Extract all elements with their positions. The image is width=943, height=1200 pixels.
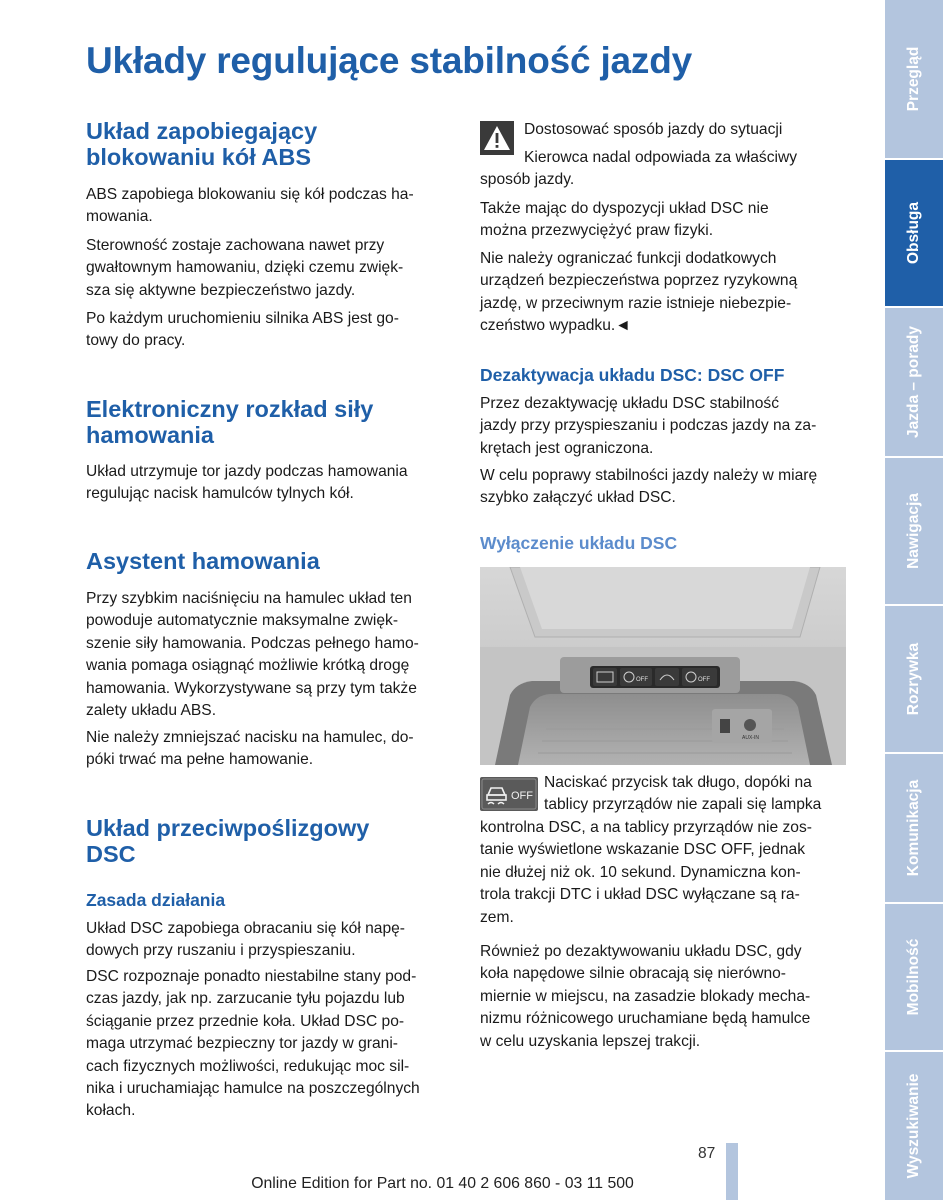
text-line: jazdę, w przeciwnym razie istnieje niebezpie- xyxy=(480,294,792,312)
text-line: powoduje automatycznie maksymalne zwięk- xyxy=(86,612,399,630)
brake-assist-paragraph-2 xyxy=(86,727,414,772)
tab-label: Rozrywka xyxy=(905,642,922,716)
warning-paragraph-2 xyxy=(480,198,769,243)
text-line: miernie w miejscu, na zasadzie blokady mecha- xyxy=(480,987,811,1005)
deactivation-paragraph-1 xyxy=(480,393,816,460)
text-line: wania pomaga osiągnąć możliwie krótką drogę xyxy=(86,657,410,675)
dsc-paragraph-2 xyxy=(86,966,420,1123)
ebd-heading-line: hamowania xyxy=(86,422,214,448)
tab-label: Mobilność xyxy=(905,938,922,1016)
tab-obsluga[interactable] xyxy=(885,160,943,308)
text-line: hamowania. Wykorzystywane są przy tym także xyxy=(86,679,417,697)
console-photo xyxy=(480,567,846,765)
press-paragraph-2 xyxy=(480,941,810,1053)
tab-label: Jazda – porady xyxy=(905,326,922,438)
text-line: nie dłużej niż ok. 10 sekund. Dynamiczna kon- xyxy=(480,863,801,881)
warning-title: Dostosować sposób jazdy do sytuacji xyxy=(524,121,783,138)
text-line: gwałtownym hamowaniu, dzięki czemu zwięk- xyxy=(86,259,404,277)
ebd-heading xyxy=(86,396,373,448)
text-line: sza się aktywne bezpieczeństwo jazdy. xyxy=(86,281,356,299)
tab-label: Obsługa xyxy=(905,201,922,265)
abs-heading xyxy=(86,118,317,170)
dsc-icon-label: OFF xyxy=(511,790,533,802)
footer-edition: Online Edition for Part no. 01 40 2 606 860 - 03 11 500 xyxy=(251,1175,634,1192)
text-line: Nie należy ograniczać funkcji dodatkowych xyxy=(480,250,777,267)
text-line: jazdy przy przyspieszaniu i podczas jazdy na za- xyxy=(480,417,817,435)
photo-button-off-2: OFF xyxy=(698,677,710,683)
warning-paragraph-1 xyxy=(480,147,797,192)
principle-heading: Zasada działania xyxy=(86,890,226,910)
text-line: czas jazdy, jak np. zarzucanie tyłu pojazdu lub xyxy=(86,990,405,1008)
text-line: czeństwo wypadku.◄ xyxy=(480,317,631,335)
text-line: w celu uzyskania lepszej trakcji. xyxy=(480,1032,701,1050)
text-line: nika i uruchamiając hamulce na poszczególnych xyxy=(86,1080,420,1098)
text-line: szenie siły hamowania. Podczas pełnego hamo- xyxy=(86,634,419,652)
text-line: Również po dezaktywowaniu układu DSC, gdy xyxy=(480,943,802,960)
tab-label: Nawigacja xyxy=(905,493,922,569)
text-line: Układ utrzymuje tor jazdy podczas hamowania xyxy=(86,463,408,480)
tab-label: Komunikacja xyxy=(905,779,922,877)
text-line: ściąganie przez przednie koła. Układ DSC po- xyxy=(86,1012,405,1030)
dsc-heading-line: Układ przeciwpoślizgowy xyxy=(86,815,370,841)
dsc-heading-line: DSC xyxy=(86,841,136,867)
text-line: Naciskać przycisk tak długo, dopóki na xyxy=(544,774,812,791)
dsc-heading xyxy=(86,815,369,867)
text-line: dowych przy ruszaniu i przyspieszaniu. xyxy=(86,942,356,960)
text-line: szybko załączyć układ DSC. xyxy=(480,489,676,507)
page-number: 87 xyxy=(698,1145,716,1162)
text-line: Przy szybkim naciśnięciu na hamulec układ ten xyxy=(86,590,412,607)
tab-komunikacja[interactable] xyxy=(885,754,943,904)
text-line: sposób jazdy. xyxy=(480,171,575,189)
text-line: cach fizycznych możliwości, redukując moc sil- xyxy=(86,1057,410,1075)
text-line: zalety układu ABS. xyxy=(86,702,217,720)
text-line: można przezwyciężyć praw fizyki. xyxy=(480,222,714,240)
tab-label: Przegląd xyxy=(905,46,922,112)
text-line: maga utrzymać bezpieczny tor jazdy w grani- xyxy=(86,1035,398,1053)
text-line: kołach. xyxy=(86,1102,136,1120)
warning-paragraph-3 xyxy=(480,248,797,338)
photo-aux-label: AUX-IN xyxy=(742,735,759,741)
deactivation-heading: Dezaktywacja układu DSC: DSC OFF xyxy=(480,365,785,385)
text-line: Przez dezaktywację układu DSC stabilność xyxy=(480,395,780,412)
text-line: tanie wyświetlone wskazanie DSC OFF, jednak xyxy=(480,841,806,859)
switch-off-heading: Wyłączenie układu DSC xyxy=(480,533,678,553)
tab-rozrywka[interactable] xyxy=(885,606,943,754)
text-line: regulując nacisk hamulców tylnych kół. xyxy=(86,485,354,503)
abs-heading-line: blokowaniu kół ABS xyxy=(86,144,312,170)
page-title: Układy regulujące stabilność jazdy xyxy=(86,40,692,81)
text-line: DSC rozpoznaje ponadto niestabilne stany pod- xyxy=(86,968,417,985)
text-line: tablicy przyrządów nie zapali się lampka xyxy=(544,796,822,814)
abs-paragraph-2 xyxy=(86,235,403,302)
text-line: Nie należy zmniejszać nacisku na hamulec, do- xyxy=(86,729,414,746)
text-line: Po każdym uruchomieniu silnika ABS jest go- xyxy=(86,310,399,327)
deactivation-paragraph-2 xyxy=(480,465,817,510)
text-line: Także mając do dyspozycji układ DSC nie xyxy=(480,200,769,217)
tab-mobilnosc[interactable] xyxy=(885,904,943,1052)
press-paragraph-1 xyxy=(480,817,812,929)
tab-nawigacja[interactable] xyxy=(885,458,943,606)
text-line: nizmu różnicowego uruchamiane będą hamulce xyxy=(480,1010,811,1028)
text-line: Sterowność zostaje zachowana nawet przy xyxy=(86,237,385,254)
tab-jazda-porady[interactable] xyxy=(885,308,943,458)
text-line: Kierowca nadal odpowiada za właściwy xyxy=(524,149,798,166)
dsc-paragraph-1 xyxy=(86,918,405,963)
abs-paragraph-1 xyxy=(86,184,414,229)
chapter-sidebar xyxy=(885,0,943,1200)
abs-paragraph-3 xyxy=(86,308,399,353)
text-line: koła napędowe silnie obracają się nierówno- xyxy=(480,965,786,983)
brake-assist-paragraph-1 xyxy=(86,588,419,722)
text-line: trola trakcji DTC i układ DSC wyłączane są ra- xyxy=(480,886,800,904)
ebd-heading-line: Elektroniczny rozkład siły xyxy=(86,396,374,422)
text-line: krętach jest ograniczona. xyxy=(480,439,654,457)
text-line: W celu poprawy stabilności jazdy należy w miarę xyxy=(480,467,818,484)
brake-assist-heading: Asystent hamowania xyxy=(86,548,320,574)
tab-label: Wyszukiwanie xyxy=(905,1073,922,1179)
text-line: ABS zapobiega blokowaniu się kół podczas ha- xyxy=(86,186,414,203)
dsc-off-button-icon xyxy=(480,777,538,811)
tab-przeglad[interactable] xyxy=(885,0,943,160)
ebd-paragraph-1 xyxy=(86,461,408,506)
photo-button-off-1: OFF xyxy=(636,677,648,683)
text-line: mowania. xyxy=(86,208,153,226)
tab-wyszukiwanie[interactable] xyxy=(885,1052,943,1200)
abs-heading-line: Układ zapobiegający xyxy=(86,118,318,144)
text-line: towy do pracy. xyxy=(86,332,186,350)
press-paragraph-1-intro xyxy=(544,772,821,817)
text-line: póki trwać ma pełne hamowanie. xyxy=(86,751,314,769)
text-line: zem. xyxy=(480,908,514,926)
text-line: kontrolna DSC, a na tablicy przyrządów nie zos- xyxy=(480,819,812,836)
text-line: urządzeń bezpieczeństwa poprzez ryzykowną xyxy=(480,272,798,290)
text-line: Układ DSC zapobiega obracaniu się kół napę- xyxy=(86,920,405,937)
